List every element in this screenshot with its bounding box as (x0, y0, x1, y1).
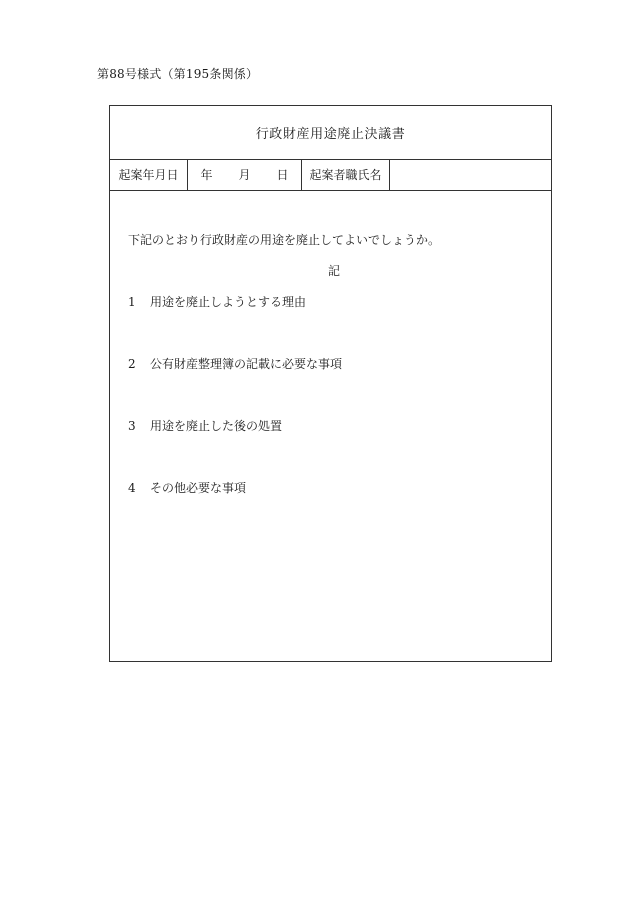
year-label: 年 (200, 168, 213, 182)
info-row (110, 159, 551, 191)
day-label: 日 (276, 168, 289, 182)
item-text: 用途を廃止しようとする理由 (150, 295, 307, 309)
item-number: 2 (128, 357, 136, 371)
list-item (128, 293, 306, 310)
list-item (128, 417, 282, 434)
draft-date-field[interactable] (188, 159, 302, 190)
list-item (128, 479, 246, 496)
item-number: 4 (128, 481, 136, 495)
item-number: 1 (128, 295, 136, 309)
drafter-name-field[interactable] (390, 159, 551, 190)
item-text: 用途を廃止した後の処置 (150, 419, 283, 433)
ki-label: 記 (328, 264, 341, 278)
item-number: 3 (128, 419, 136, 433)
list-item (128, 355, 342, 372)
item-text: 公有財産整理簿の記載に必要な事項 (150, 357, 343, 371)
form-title: 行政財産用途廃止決議書 (110, 106, 551, 160)
draft-date-label: 起案年月日 (110, 159, 188, 190)
item-text: その他必要な事項 (150, 481, 247, 495)
month-label: 月 (238, 168, 251, 182)
form-frame (109, 105, 552, 662)
drafter-label: 起案者職氏名 (302, 159, 390, 190)
intro-text: 下記のとおり行政財産の用途を廃止してよいでしょうか。 (128, 233, 441, 247)
form-number: 第88号様式（第195条関係） (97, 67, 259, 81)
